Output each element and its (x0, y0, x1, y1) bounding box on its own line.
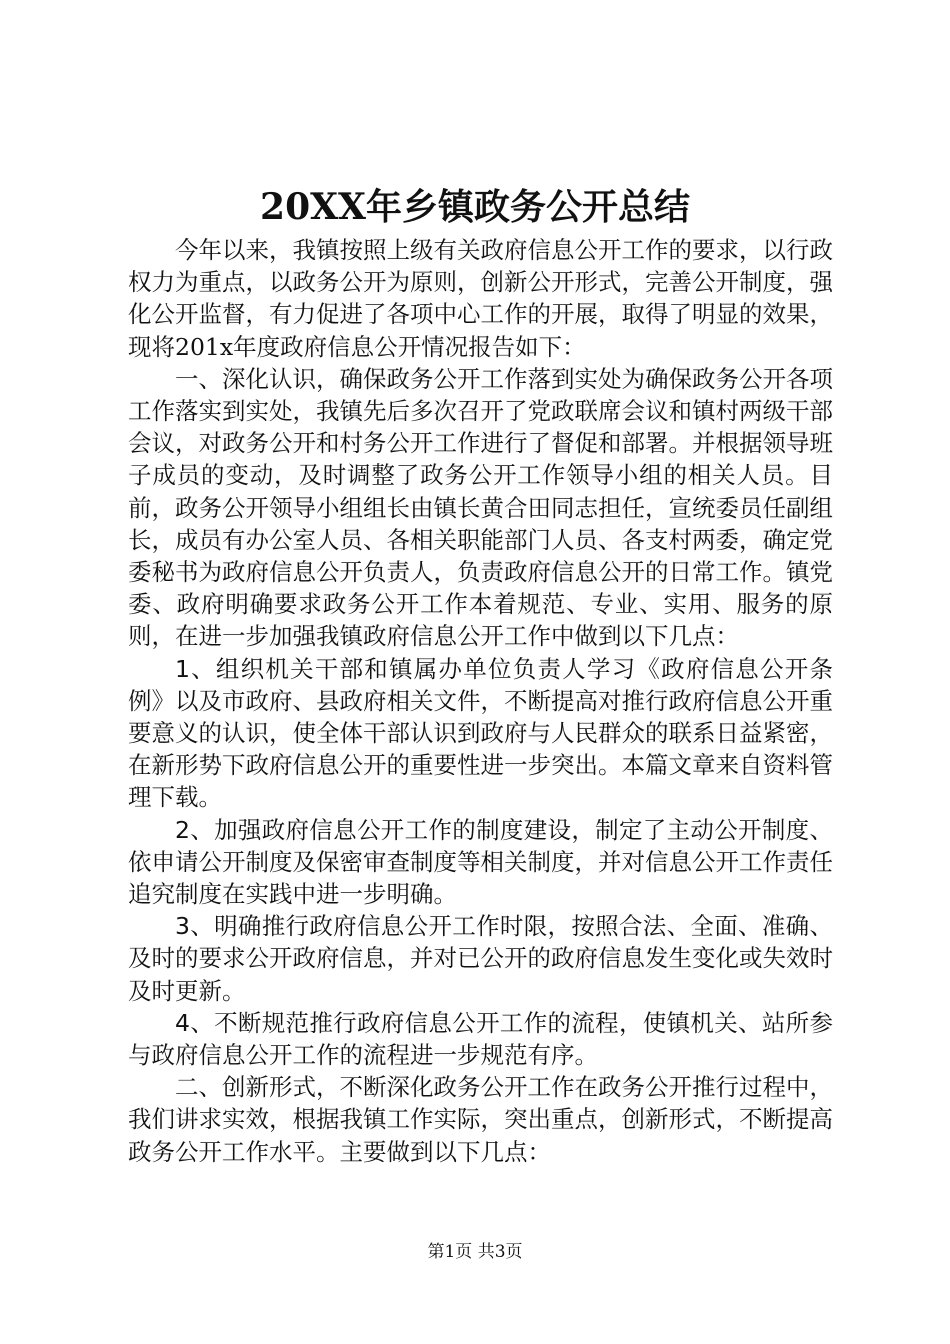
paragraph-item-2 (128, 814, 833, 911)
paragraph-section-2 (128, 1071, 833, 1168)
paragraph-text: 今年以来，我镇按照上级有关政府信息公开工作的要求，以行政权力为重点，以政务公开为原则，创新公开形式，完善公开制度，强化公开监督，有力促进了各项中心工作的开展，取得了明显的效果，现将201x年度政府信息公开情况报告如下： (128, 236, 833, 361)
section-heading-text: 二、创新形式，不断深化政务公开工作在政务公开推行过程中，我们讲求实效，根据我镇工作实际，突出重点，创新形式，不断提高政务公开工作水平。 (128, 1073, 833, 1166)
section-heading-text: 一、深化认识，确保政务公开工作落到实处为确保政务公开各项工作落实到实处，我镇先后多次召开了党政联席会议和镇村两级干部会议，对政务公开和村务公开工作进行了督促和部署。 (128, 364, 833, 458)
source-note-text: 本篇文章来自资料管理下载。 (128, 751, 833, 812)
list-item-text: 4、不断规范推行政府信息公开工作的流程，使镇机关、站所参与政府信息公开工作的流程进一步规范有序。 (128, 1008, 833, 1070)
document-title: 20XX年乡镇政务公开总结 (260, 186, 690, 228)
paragraph-item-1 (128, 653, 833, 814)
list-item-text: 2、加强政府信息公开工作的制度建设，制定了主动公开制度、依申请公开制度及保密审查制度等相关制度，并对信息公开工作责任追究制度在实践中进一步明确。 (128, 815, 833, 909)
list-item-text: 3、明确推行政府信息公开工作时限，按照合法、全面、准确、及时的要求公开政府信息，并对已公开的政府信息发生变化或失效时及时更新。 (128, 912, 833, 1005)
paragraph-intro (128, 234, 833, 363)
paragraph-text: 并根据领导班子成员的变动，及时调整了政务公开工作领导小组的相关人员。目前，政务公开领导小组组长由镇长黄合田同志担任，宣统委员任副组长，成员有办公室人员、各相关职能部门人员、各支村两委，确定党委秘书为政府信息公开负责人，负责政府信息公开的日常工作。镇党委、政府明确要求政务公开工作本着规范、专业、实用、服务的原则，在进一步加强我镇政府信息公开工作中做到以下几点： (128, 429, 833, 651)
page-number-footer: 第1页 共3页 (427, 1242, 523, 1262)
paragraph-item-3 (128, 910, 833, 1007)
paragraph-item-4 (128, 1007, 833, 1071)
list-item-text: 1、组织机关干部和镇属办单位负责人学习《政府信息公开条例》以及市政府、县政府相关文件，不断提高对推行政府信息公开重要意义的认识，使全体干部认识到政府与人民群众的联系日益紧密，在新形势下政府信息公开的重要性进一步突出。 (128, 654, 833, 780)
paragraph-text: 主要做到以下几点： (339, 1137, 551, 1166)
paragraph-section-1 (128, 363, 833, 653)
document-body (128, 234, 833, 1168)
